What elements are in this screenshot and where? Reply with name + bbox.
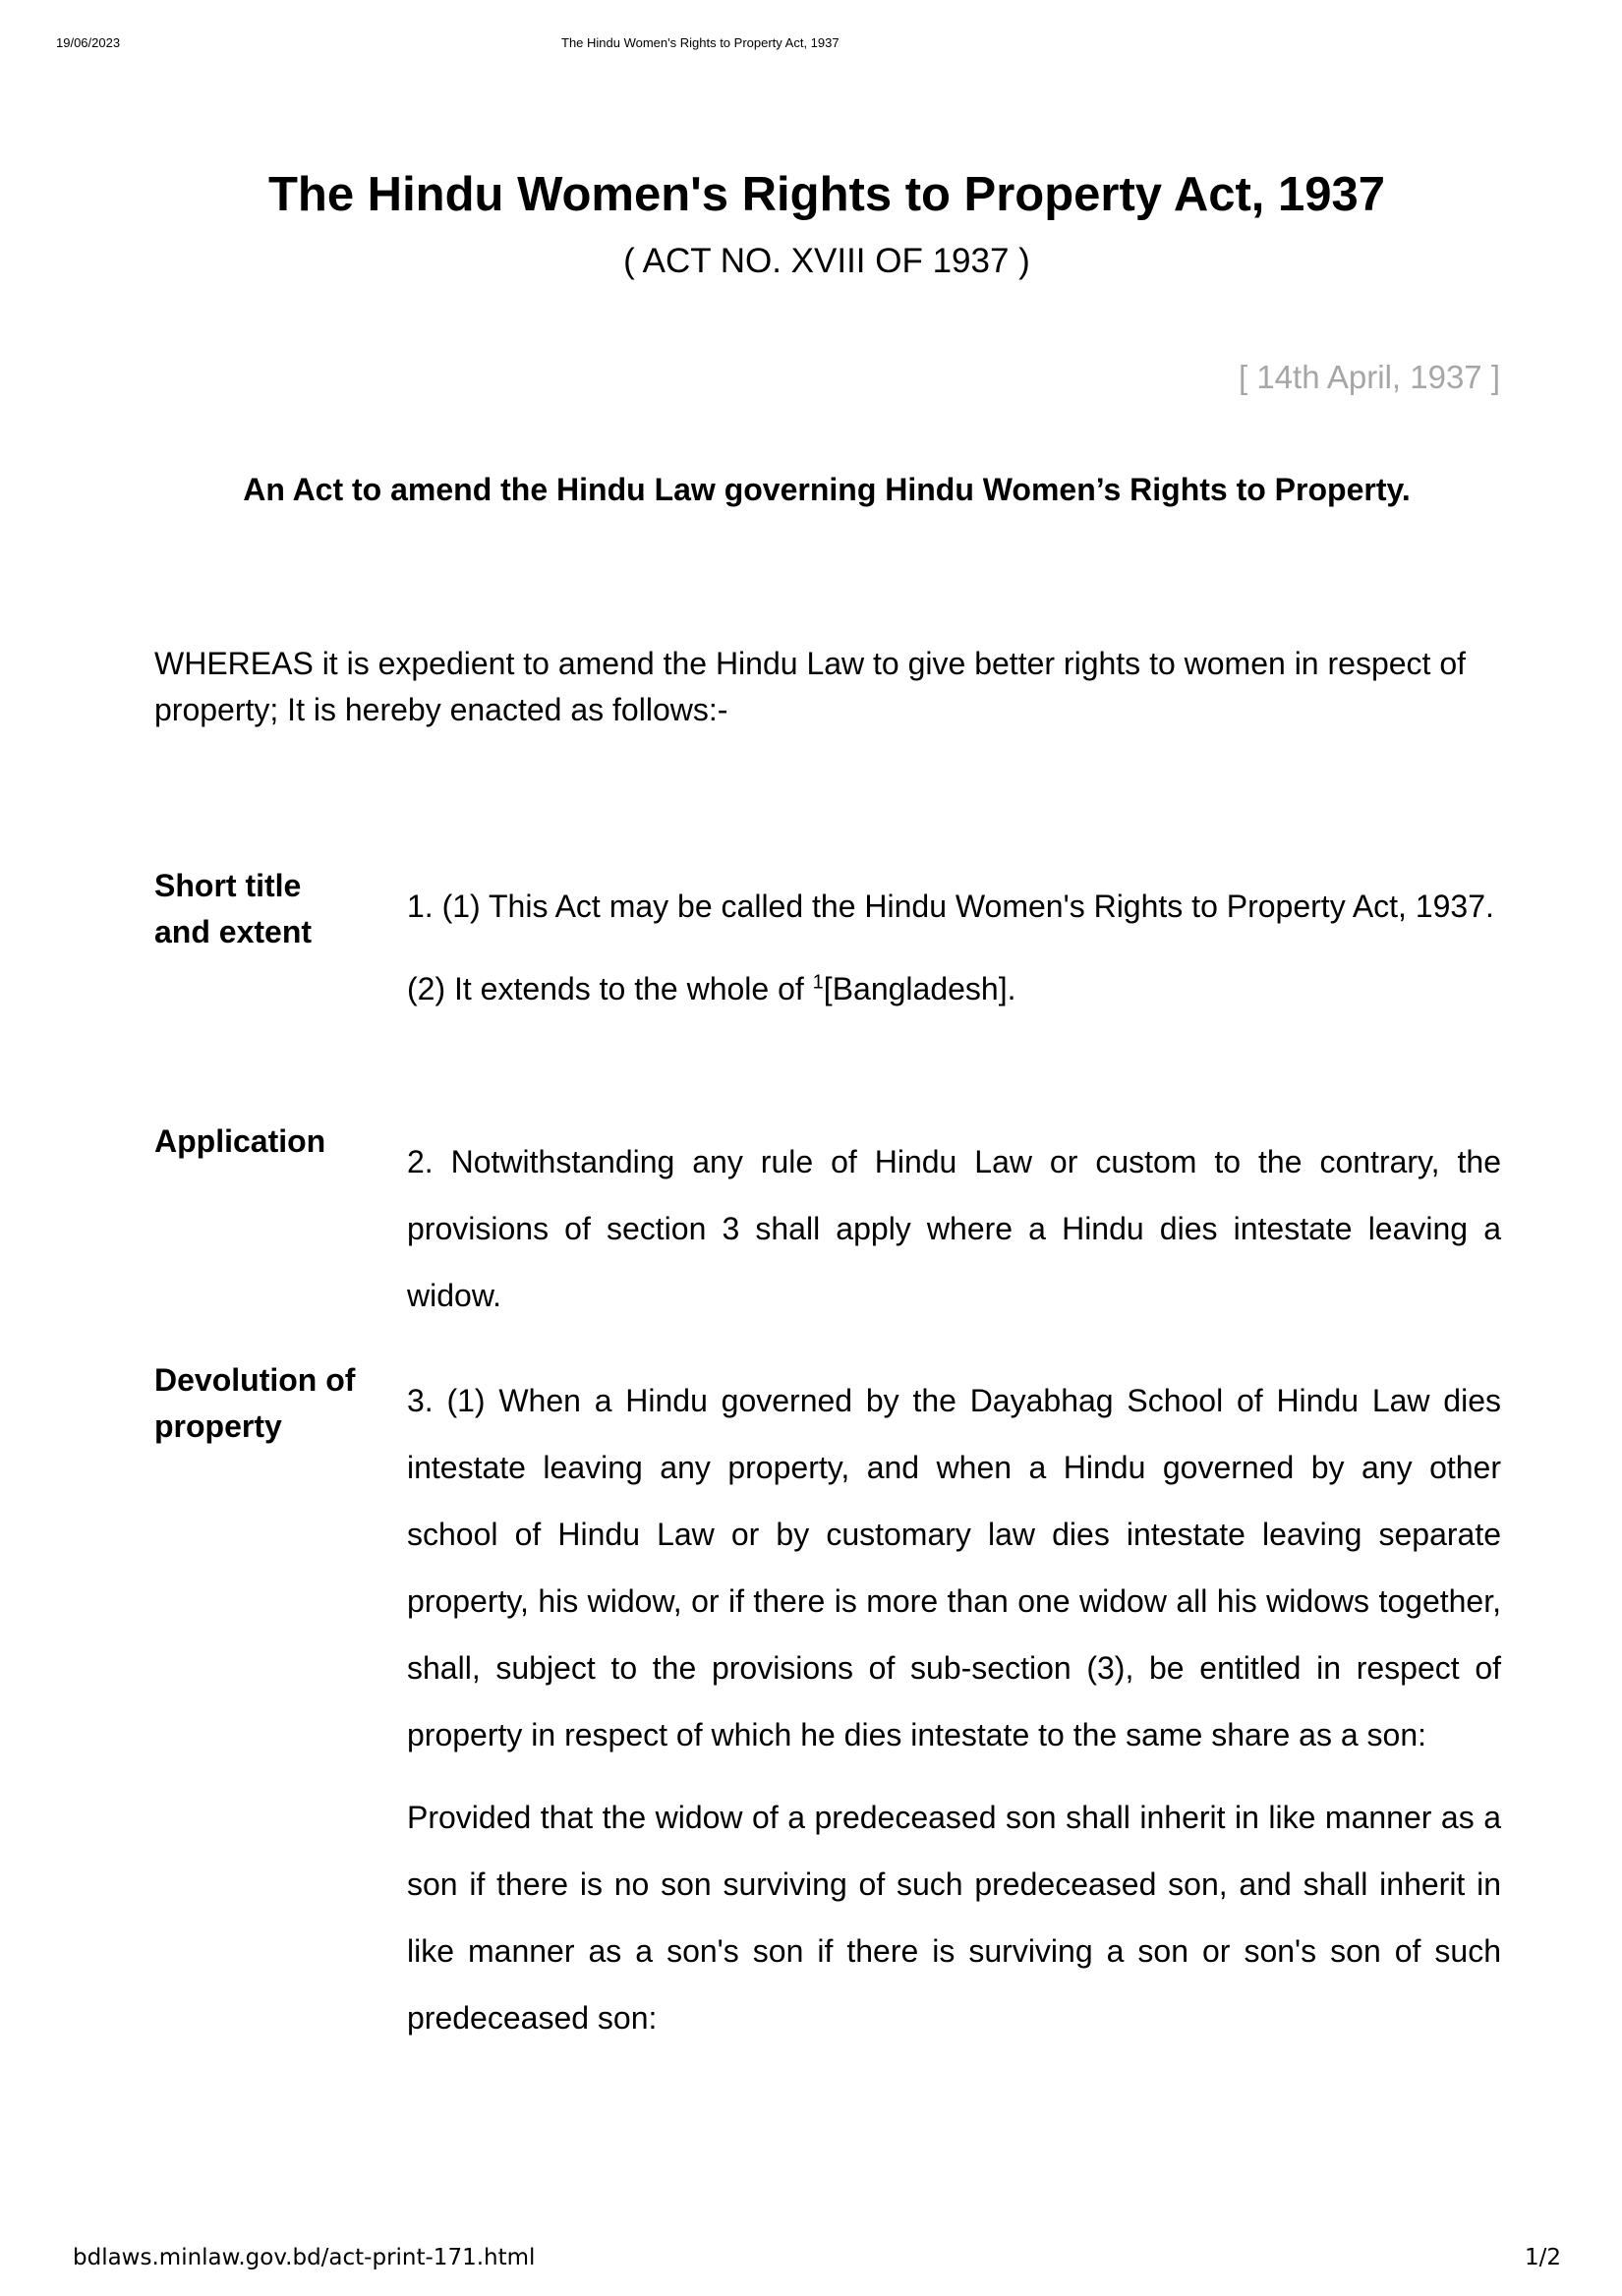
section-paragraph: 3. (1) When a Hindu governed by the Dayabhag School of Hindu Law dies intestate leaving any property, and when a Hindu governed by any other school of Hindu Law or by customary law dies intestate leaving separate property, his widow, or if there is more than one widow all his widows together, shall, subject to the provisions of sub-section (3), be entitled in respect of property in respect of which he dies intestate to the same share as a son:	[407, 1383, 1501, 1752]
side-note: Short title and extent	[154, 868, 313, 949]
side-note: Application	[154, 1123, 326, 1159]
section-paragraph	[407, 955, 1501, 1022]
print-date: 19/06/2023	[56, 35, 121, 50]
section-body	[407, 1367, 1501, 2067]
section-body	[407, 873, 1501, 1038]
page-number: 1/2	[1524, 2245, 1561, 2270]
paragraph-text: (2) It extends to the whole of	[407, 971, 813, 1006]
act-title: The Hindu Women's Rights to Property Act, 1937	[267, 168, 1386, 221]
section-paragraph: 1. (1) This Act may be called the Hindu Women's Rights to Property Act, 1937.	[407, 889, 1494, 924]
section-paragraph: 2. Notwithstanding any rule of Hindu Law or custom to the contrary, the provisions of section 3 shall apply where a Hindu dies intestate leaving a widow.	[407, 1144, 1501, 1313]
act-date: [ 14th April, 1937 ]	[1238, 359, 1500, 395]
section-paragraph: Provided that the widow of a predeceased son shall inherit in like manner as a son if there is no son surviving of such predeceased son, and shall inherit in like manner as a son's son if there is surviving a son or son's son of such predeceased son:	[407, 1800, 1501, 2036]
act-number: ( ACT NO. XVIII OF 1937 )	[623, 242, 1030, 280]
paragraph-text: [Bangladesh].	[823, 971, 1016, 1006]
preamble: WHEREAS it is expedient to amend the Hindu Law to give better rights to women in respect of property; It is hereby enacted as follows:-	[154, 646, 1466, 727]
side-note: Devolution of property	[154, 1362, 356, 1444]
footnote-marker[interactable]: 1	[812, 971, 824, 994]
print-header-title: The Hindu Women's Rights to Property Act, 1937	[561, 35, 840, 50]
section-body	[407, 1128, 1501, 1345]
print-header	[0, 35, 1622, 55]
footer-url[interactable]: bdlaws.minlaw.gov.bd/act-print-171.html	[73, 2245, 536, 2270]
print-footer	[0, 2245, 1622, 2274]
act-purpose: An Act to amend the Hindu Law governing Hindu Women’s Rights to Property.	[243, 472, 1411, 507]
